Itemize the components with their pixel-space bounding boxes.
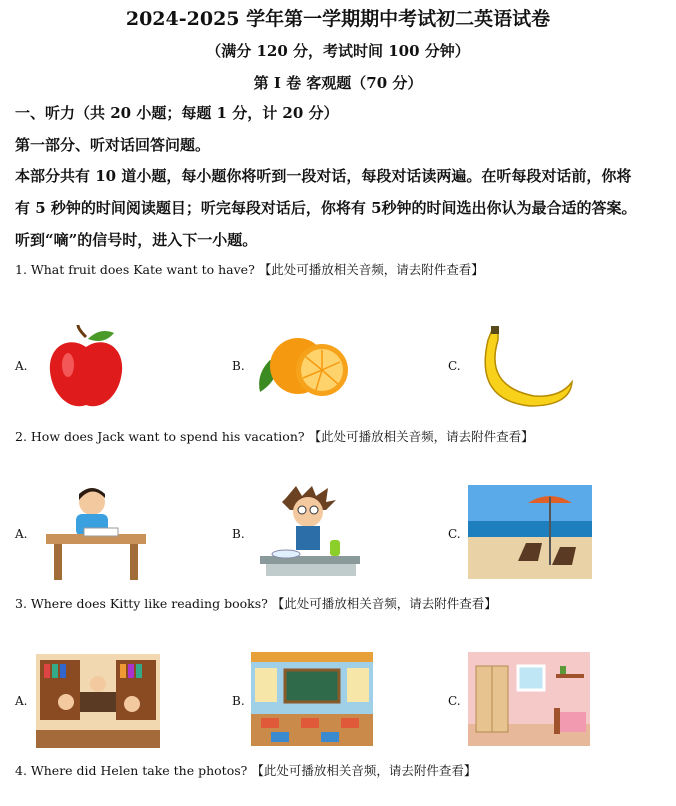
question-4 [15,761,476,779]
option-letter[interactable]: A. [15,694,28,708]
question-3 [15,594,497,612]
question-1 [15,260,484,278]
apple-image[interactable] [48,325,124,411]
library-image[interactable] [36,654,160,748]
section-title: 第 I 卷 客观题（70 分） [253,74,423,92]
option-letter[interactable]: C. [448,359,461,373]
audio-note[interactable]: 【此处可播放相关音频，请去附件查看】 [258,262,484,277]
instruction-line-3: 听到“嘀”的信号时，进入下一小题。 [15,231,258,249]
question-text: 3. Where does Kitty like reading books? [15,596,268,611]
question-2 [15,427,534,445]
audio-note[interactable]: 【此处可播放相关音频，请去附件查看】 [251,763,477,778]
audio-note[interactable]: 【此处可播放相关音频，请去附件查看】 [271,596,497,611]
beach-chairs-image[interactable] [468,485,592,579]
question-text: 2. How does Jack want to spend his vacation? [15,429,305,444]
instruction-line-2: 有 5 秒钟的时间阅读题目；听完每段对话后，你将有 5秒钟的时间选出你认为最合适的答案。 [15,199,637,217]
option-letter[interactable]: A. [15,359,28,373]
part-heading: 一、听力（共 20 小题；每题 1 分，计 20 分） [15,104,339,122]
classroom-image[interactable] [251,652,373,746]
question-text: 1. What fruit does Kate want to have? [15,262,255,277]
banana-image[interactable] [474,326,574,408]
bedroom-image[interactable] [468,652,590,746]
orange-image[interactable] [256,330,354,400]
option-letter[interactable]: C. [448,694,461,708]
boy-studying-image[interactable] [44,486,148,580]
audio-note[interactable]: 【此处可播放相关音频，请去附件查看】 [308,429,534,444]
instruction-line-1: 本部分共有 10 道小题，每小题你将听到一段对话，每段对话读两遍。在听每段对话前，你将 [15,167,632,185]
option-letter[interactable]: B. [232,359,245,373]
option-letter[interactable]: C. [448,527,461,541]
question-text: 4. Where did Helen take the photos? [15,763,248,778]
paper-subtitle: （满分 120 分，考试时间 100 分钟） [206,42,470,60]
option-letter[interactable]: A. [15,527,28,541]
part-subheading: 第一部分、听对话回答问题。 [15,136,211,154]
boy-washing-dishes-image[interactable] [256,486,362,580]
paper-title: 2024-2025 学年第一学期期中考试初二英语试卷 [125,8,551,30]
option-letter[interactable]: B. [232,694,245,708]
option-letter[interactable]: B. [232,527,245,541]
